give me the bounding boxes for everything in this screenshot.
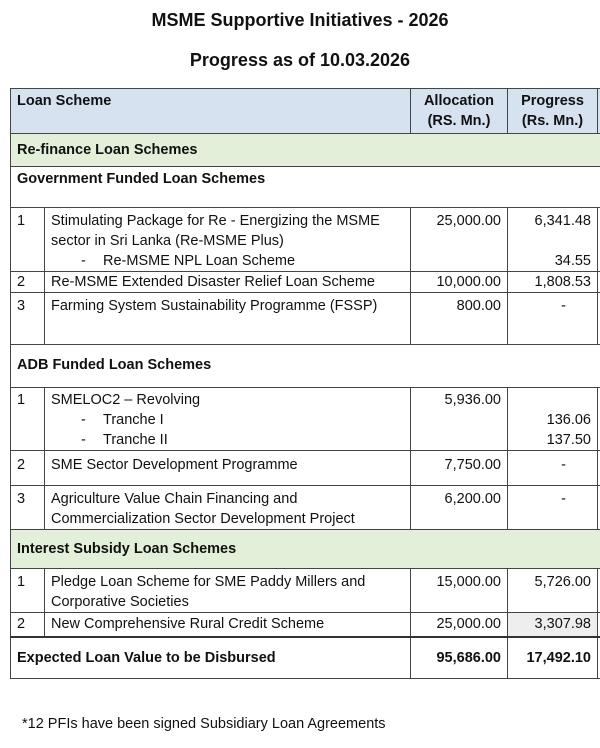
table-row xyxy=(11,613,600,638)
header-progress-line2: (Rs. Mn.) xyxy=(521,113,584,129)
total-row xyxy=(11,637,600,679)
total-label: Expected Loan Value to be Disbursed xyxy=(11,637,411,679)
row-progress: 5,726.00 xyxy=(508,569,598,613)
sub-item-dash: - xyxy=(81,432,86,448)
table-row xyxy=(11,486,600,530)
header-progress xyxy=(508,89,598,134)
header-allocation-line2: (RS. Mn.) xyxy=(427,113,491,129)
row-description: SME Sector Development Programme xyxy=(45,451,411,486)
row-number: 3 xyxy=(11,486,45,530)
row-desc-line1: Stimulating Package for Re - Energizing the MSME xyxy=(51,213,380,229)
sub-item-progress: 137.50 xyxy=(546,432,591,448)
row-progress-value: 6,341.48 xyxy=(534,213,591,229)
section-government-funded xyxy=(11,167,600,208)
sub-item-progress: 136.06 xyxy=(546,412,591,428)
row-allocation: 5,936.00 xyxy=(411,388,508,451)
row-number: 2 xyxy=(11,272,45,293)
row-number: 2 xyxy=(11,451,45,486)
row-allocation: 25,000.00 xyxy=(411,208,508,272)
section-refinance-title: Re-finance Loan Schemes xyxy=(11,134,600,167)
header-loan-scheme: Loan Scheme xyxy=(11,89,411,134)
table-header-row xyxy=(11,89,600,134)
row-number: 1 xyxy=(11,569,45,613)
table-row xyxy=(11,451,600,486)
row-number: 1 xyxy=(11,208,45,272)
row-progress xyxy=(508,388,598,451)
sub-item-dash: - xyxy=(81,253,86,269)
row-allocation: 7,750.00 xyxy=(411,451,508,486)
table-row xyxy=(11,569,600,613)
section-government-title: Government Funded Loan Schemes xyxy=(11,167,600,208)
row-progress: 1,808.53 xyxy=(508,272,598,293)
sub-item-label: Tranche I xyxy=(103,412,164,428)
sub-item xyxy=(51,412,164,428)
row-allocation: 15,000.00 xyxy=(411,569,508,613)
row-description xyxy=(45,208,411,272)
header-allocation-line1: Allocation xyxy=(423,93,495,109)
row-desc-line1: SMELOC2 – Revolving xyxy=(51,392,201,408)
row-desc-line1: Pledge Loan Scheme for SME Paddy Millers and xyxy=(51,574,366,590)
header-progress-line1: Progress xyxy=(521,93,584,109)
page-title: MSME Supportive Initiatives - 2026 xyxy=(151,10,449,30)
row-allocation: 25,000.00 xyxy=(411,613,508,638)
sub-item-label: Re-MSME NPL Loan Scheme xyxy=(103,253,296,269)
header-allocation xyxy=(411,89,508,134)
row-desc-line1: Agriculture Value Chain Financing and xyxy=(51,491,298,507)
total-progress: 17,492.10 xyxy=(508,637,598,679)
row-desc-line2: Corporative Societies xyxy=(51,594,189,610)
table-row xyxy=(11,293,600,345)
row-allocation: 6,200.00 xyxy=(411,486,508,530)
row-number: 2 xyxy=(11,613,45,638)
row-description xyxy=(45,569,411,613)
row-number: 1 xyxy=(11,388,45,451)
row-progress: - xyxy=(508,293,598,345)
page-subtitle: Progress as of 10.03.2026 xyxy=(189,50,411,70)
row-number: 3 xyxy=(11,293,45,345)
section-adb-funded xyxy=(11,345,600,388)
row-description xyxy=(45,486,411,530)
total-allocation: 95,686.00 xyxy=(411,637,508,679)
row-progress: - xyxy=(508,486,598,530)
row-description: New Comprehensive Rural Credit Scheme xyxy=(45,613,411,638)
row-desc-line2: Commercialization Sector Development Project xyxy=(51,511,355,527)
section-adb-title: ADB Funded Loan Schemes xyxy=(11,345,600,388)
row-allocation: 800.00 xyxy=(411,293,508,345)
table-row xyxy=(11,272,600,293)
footnote: *12 PFIs have been signed Subsidiary Loan Agreements xyxy=(22,716,386,732)
loan-schemes-table xyxy=(10,88,600,679)
row-progress: - xyxy=(508,451,598,486)
row-description: Farming System Sustainability Programme (FSSP) xyxy=(45,293,411,345)
row-desc-line2: sector in Sri Lanka (Re-MSME Plus) xyxy=(51,233,284,249)
table-row xyxy=(11,388,600,451)
section-interest-subsidy xyxy=(11,530,600,569)
row-progress xyxy=(508,208,598,272)
sub-item xyxy=(51,253,295,269)
table-row xyxy=(11,208,600,272)
row-description xyxy=(45,388,411,451)
row-allocation: 10,000.00 xyxy=(411,272,508,293)
row-progress: 3,307.98 xyxy=(508,613,598,638)
sub-item-dash: - xyxy=(81,412,86,428)
sub-item-progress: 34.55 xyxy=(554,253,591,269)
sub-item-label: Tranche II xyxy=(103,432,168,448)
section-interest-title: Interest Subsidy Loan Schemes xyxy=(11,530,600,569)
sub-item xyxy=(51,432,168,448)
row-description: Re-MSME Extended Disaster Relief Loan Scheme xyxy=(45,272,411,293)
section-refinance xyxy=(11,134,600,167)
